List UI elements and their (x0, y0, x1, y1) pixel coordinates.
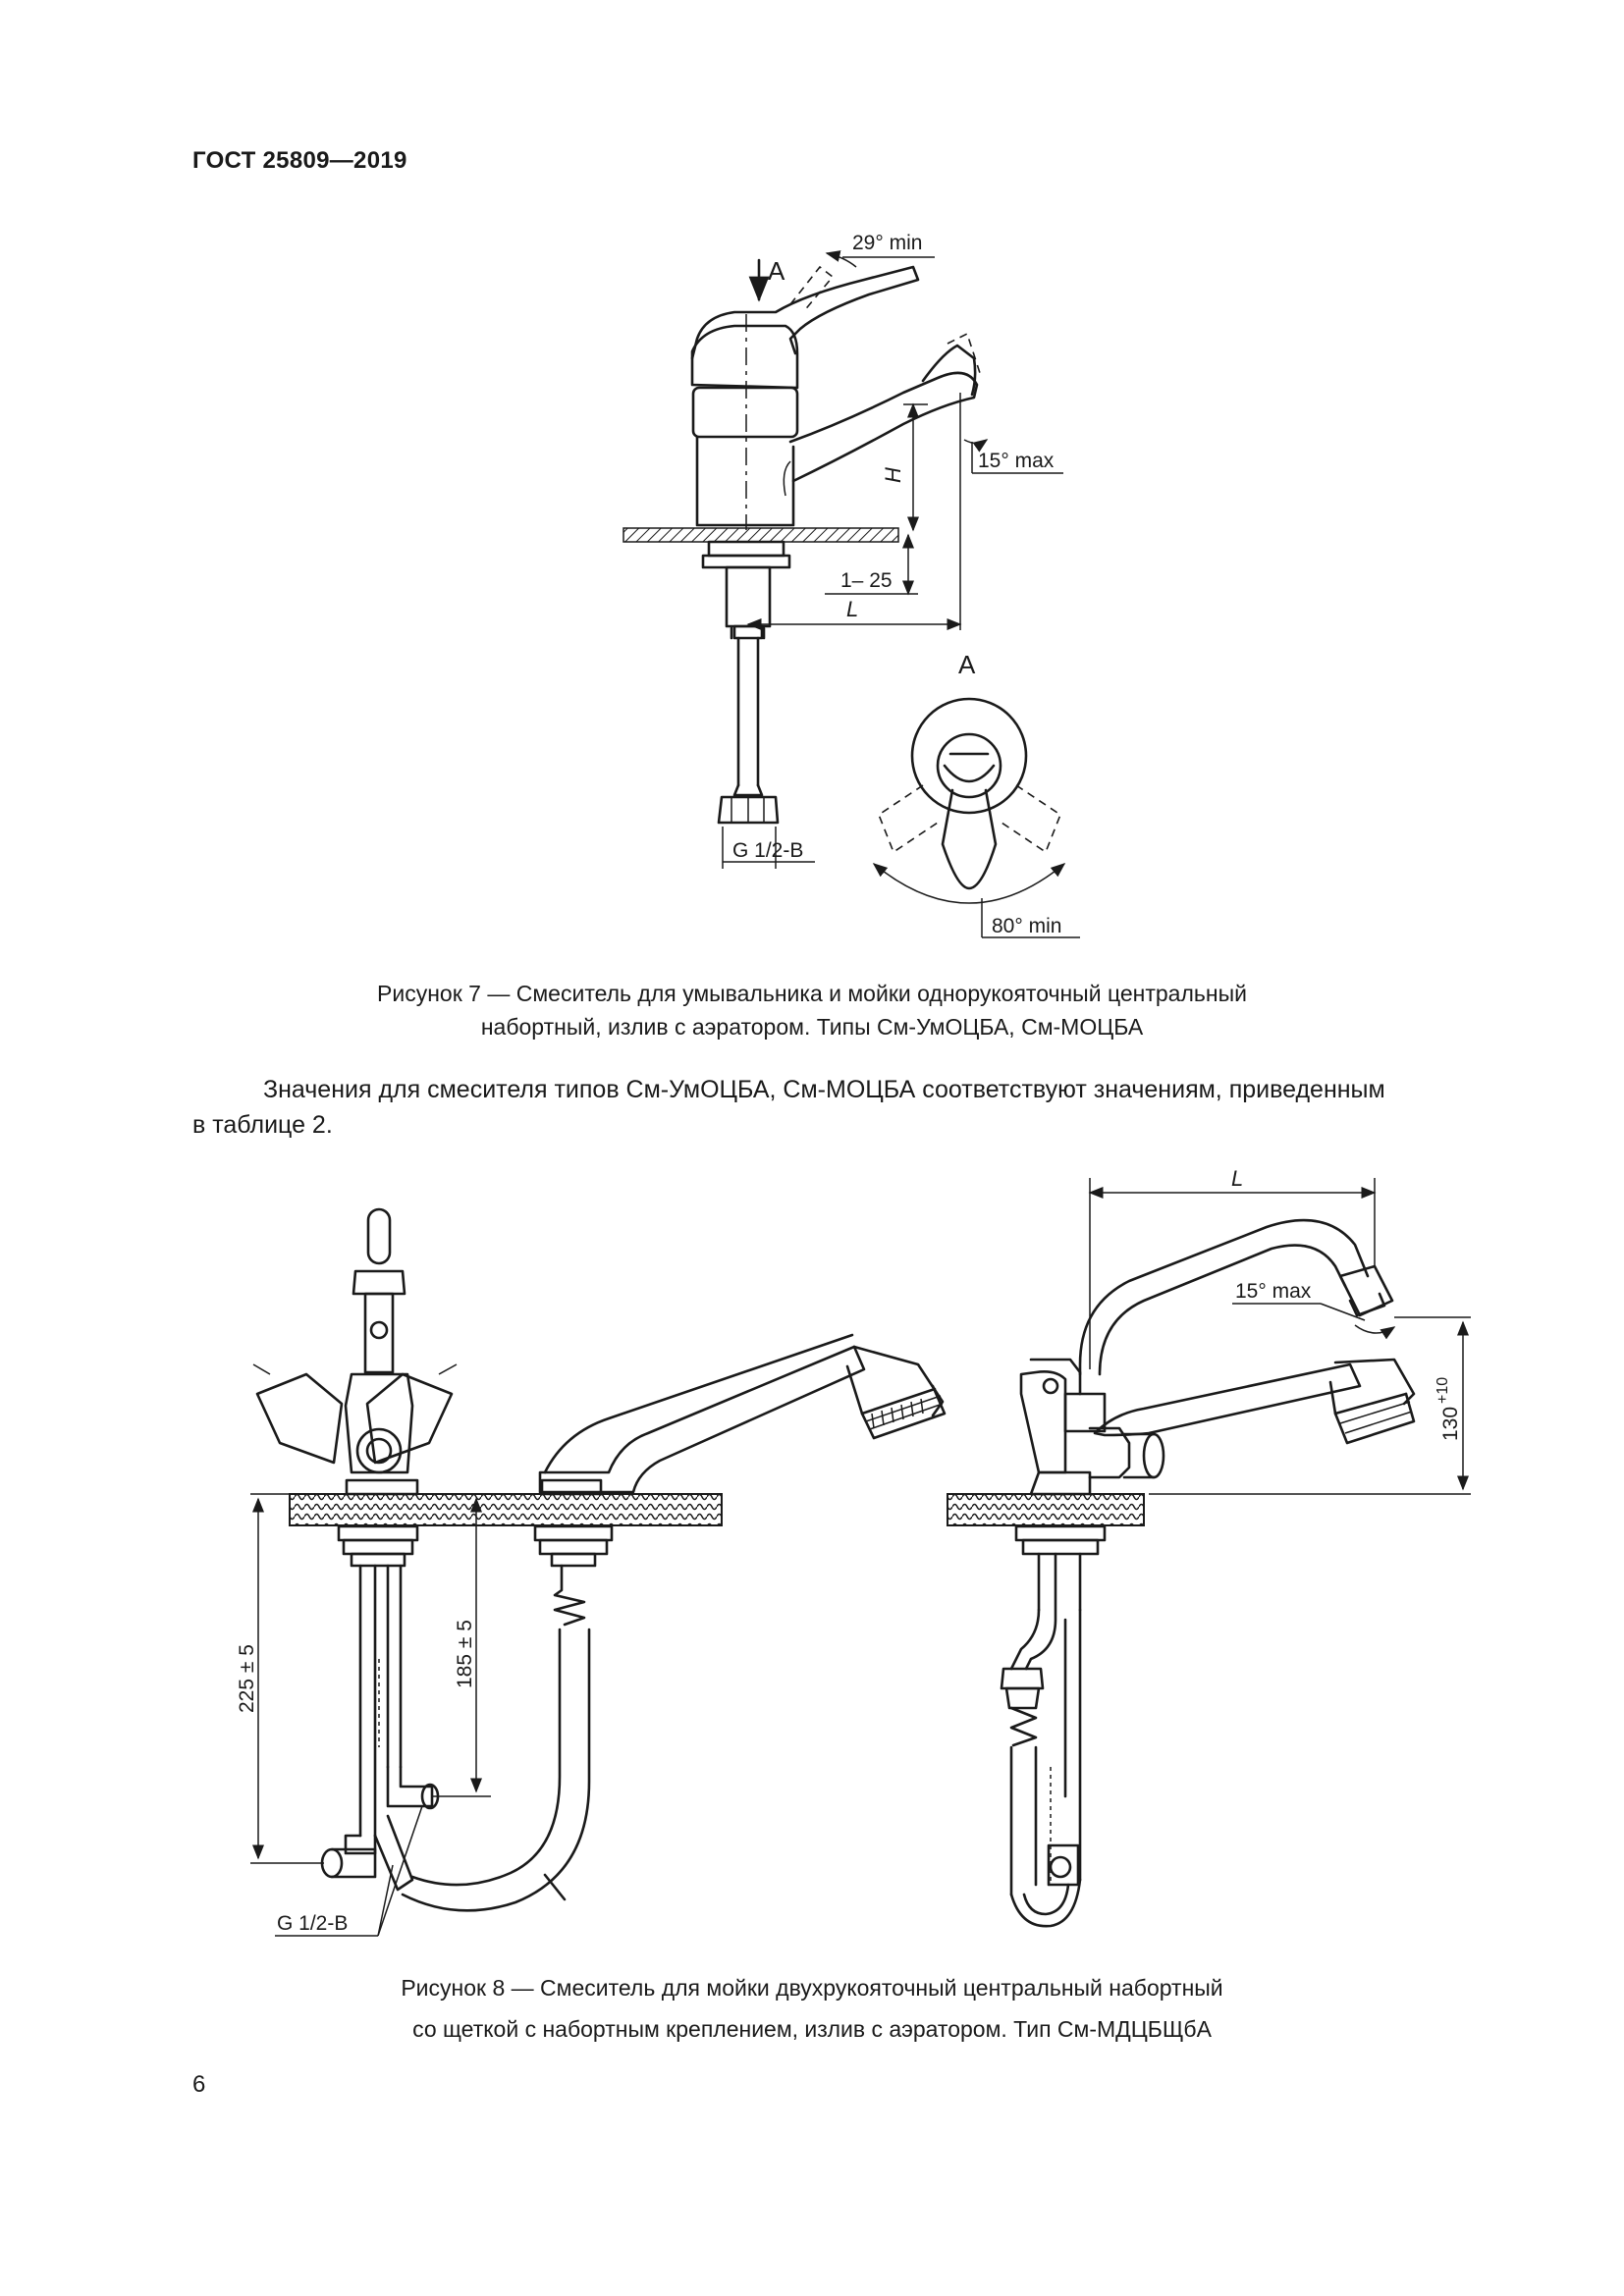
fig7-angle-top: 29° min (852, 232, 923, 254)
fig7-view-label: A (768, 256, 785, 286)
fig8-dim-l: L (1231, 1166, 1244, 1191)
fig7-dim-l: L (846, 597, 859, 621)
fig8-thread: G 1/2-B (277, 1912, 349, 1935)
fig8-brush-spout (403, 1335, 945, 1910)
figure-7-caption-line-1: Рисунок 7 — Смеситель для умывальника и мойки однорукояточный центральный (377, 981, 1247, 1006)
body-paragraph-line-1: Значения для смесителя типов См-УмОЦБА, См-МОЦБА соответствуют значениям, приведенным (263, 1076, 1385, 1103)
figure-8-caption-line-1: Рисунок 8 — Смеситель для мойки двухрукояточный центральный набортный (401, 1975, 1223, 2001)
fig7-angle-view: 80° min (992, 915, 1062, 937)
document-header: ГОСТ 25809—2019 (192, 147, 407, 174)
fig8-dim-130-tolerance: +10 (1435, 1376, 1451, 1404)
page-number: 6 (192, 2071, 206, 2098)
fig7-angle-spout: 15° max (978, 450, 1055, 472)
fig7-thread: G 1/2-B (732, 839, 804, 862)
fig8-dim-225: 225 ± 5 (236, 1644, 258, 1713)
fig8-angle-spout: 15° max (1235, 1280, 1312, 1303)
figure-8-caption-line-2: со щеткой с набортным креплением, излив с аэратором. Тип См-МДЦБЩбА (412, 2016, 1212, 2042)
fig7-dim-h: H (881, 467, 905, 483)
fig8-dim-130: 130 (1439, 1406, 1462, 1441)
body-paragraph-line-2: в таблице 2. (192, 1111, 333, 1139)
fig7-view-a-title: A (958, 650, 976, 679)
fig8-right-faucet (1001, 1220, 1414, 1926)
fig8-countertop-left (290, 1494, 722, 1525)
figure-7-caption-line-2: набортный, излив с аэратором. Типы См-УмОЦБА, См-МОЦБА (480, 1014, 1144, 1040)
fig8-countertop-right (947, 1494, 1144, 1525)
fig7-dim-range: 1– 25 (840, 569, 893, 592)
fig8-left-faucet (253, 1209, 457, 1890)
fig8-dim-185: 185 ± 5 (454, 1620, 476, 1688)
